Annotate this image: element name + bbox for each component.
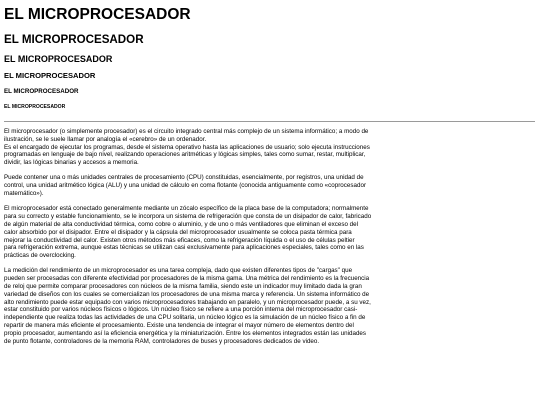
paragraph-line: Es el encargado de ejecutar los programas, desde el sistema operativo hasta las aplicaciones de usuario; solo ejecuta instrucciones [4, 143, 370, 151]
paragraph-line: pueden ser procesadas con diferente efectividad por procesadores de la misma gama. Una métrica del rendimiento es la frecuencia [4, 275, 370, 283]
heading-level-5: EL MICROPROCESADOR [4, 88, 79, 95]
paragraph-line: de algún material de alta conductividad térmica, como cobre o aluminio, y de uno o más ventiladores que eliminan el exceso del [4, 220, 359, 228]
article-body [4, 128, 404, 353]
heading-level-2: EL MICROPROCESADOR [4, 33, 144, 46]
heading-level-3: EL MICROPROCESADOR [4, 54, 113, 64]
paragraph-line: alto rendimiento puede estar equipado con varios microprocesadores trabajando en paralelo, y un microprocesador puede, a su vez, [4, 298, 371, 306]
paragraph-line: de reloj que permite comparar procesadores con núcleos de la misma familia, siendo este un indicador muy limitado dada la gran [4, 283, 362, 291]
paragraph-line: ilustración, se le suele llamar por analogía el «cerebro» de un ordenador. [4, 135, 207, 143]
paragraph-line: Puede contener una o más unidades centrales de procesamiento (CPU) constituidas, esencialmente, por registros, una unidad de [4, 174, 364, 182]
paragraph-line: La medición del rendimiento de un microprocesador es una tarea compleja, dado que existen diferentes tipos de "cargas" que [4, 267, 353, 275]
paragraph-line: matemático»). [4, 190, 44, 198]
heading-level-1: EL MICROPROCESADOR [4, 6, 191, 23]
paragraph-line: para su correcto y estable funcionamiento, se le incorpora un sistema de refrigeración que consta de un disipador de calor, fabricado [4, 213, 372, 221]
paragraph-line: independiente que realiza todas las actividades de una CPU solitaria, un núcleo lógico es la simulación de un núcleo físico a fin de [4, 314, 366, 322]
paragraph-line: variedad de diseños con los cuales se comercializan los procesadores de una misma marca y referencia. Un sistema informático de [4, 290, 370, 298]
heading-level-4: EL MICROPROCESADOR [4, 71, 96, 80]
paragraph-line: programadas en lenguaje de bajo nivel, realizando operaciones aritméticas y lógicas simples, tales como sumar, restar, multiplicar, [4, 151, 366, 159]
paragraph-line: El microprocesador está conectado generalmente mediante un zócalo específico de la placa base de la computadora; normalmente [4, 205, 369, 213]
paragraph-line: prácticas de overclocking. [4, 252, 76, 260]
paragraph-line: propio procesador, aumentando así la eficiencia energética y la miniaturización. Entre los elementos integrados están las unidades [4, 329, 367, 337]
paragraph-line: de punto flotante, controladores de la memoria RAM, controladores de buses y procesadores dedicados de video. [4, 337, 320, 345]
paragraph [4, 174, 404, 197]
paragraph-line: mejorar la conductividad del calor. Existen otros métodos más eficaces, como la refrigeración líquida o el uso de células peltier [4, 236, 355, 244]
heading-level-6: EL MICROPROCESADOR [4, 104, 66, 110]
paragraph-line: El microprocesador (o simplemente procesador) es el circuito integrado central más complejo de un sistema informático; a modo de [4, 128, 369, 135]
paragraph [4, 267, 404, 345]
paragraph [4, 205, 404, 260]
horizontal-rule [4, 121, 535, 122]
paragraph-line: control, una unidad aritmético lógica (ALU) y una unidad de cálculo en coma flotante (conocida antiguamente como «coprocesador [4, 182, 367, 190]
paragraph-line: estar constituido por varios núcleos físicos o lógicos. Un núcleo físico se refiere a una porción interna del microprocesador casi- [4, 306, 358, 314]
paragraph-line: calor absorbido por el disipador. Entre el disipador y la cápsula del microprocesador usualmente se coloca pasta térmica para [4, 228, 352, 236]
paragraph-line: para refrigeración extrema, aunque estas técnicas se utilizan casi exclusivamente para aplicaciones especiales, tales como en las [4, 244, 364, 252]
paragraph-line: repartir de manera más eficiente el procesamiento. Existe una tendencia de integrar el mayor número de elementos dentro del [4, 322, 354, 330]
paragraph-line: dividir, las lógicas binarias y accesos a memoria. [4, 159, 139, 167]
paragraph [4, 128, 404, 167]
